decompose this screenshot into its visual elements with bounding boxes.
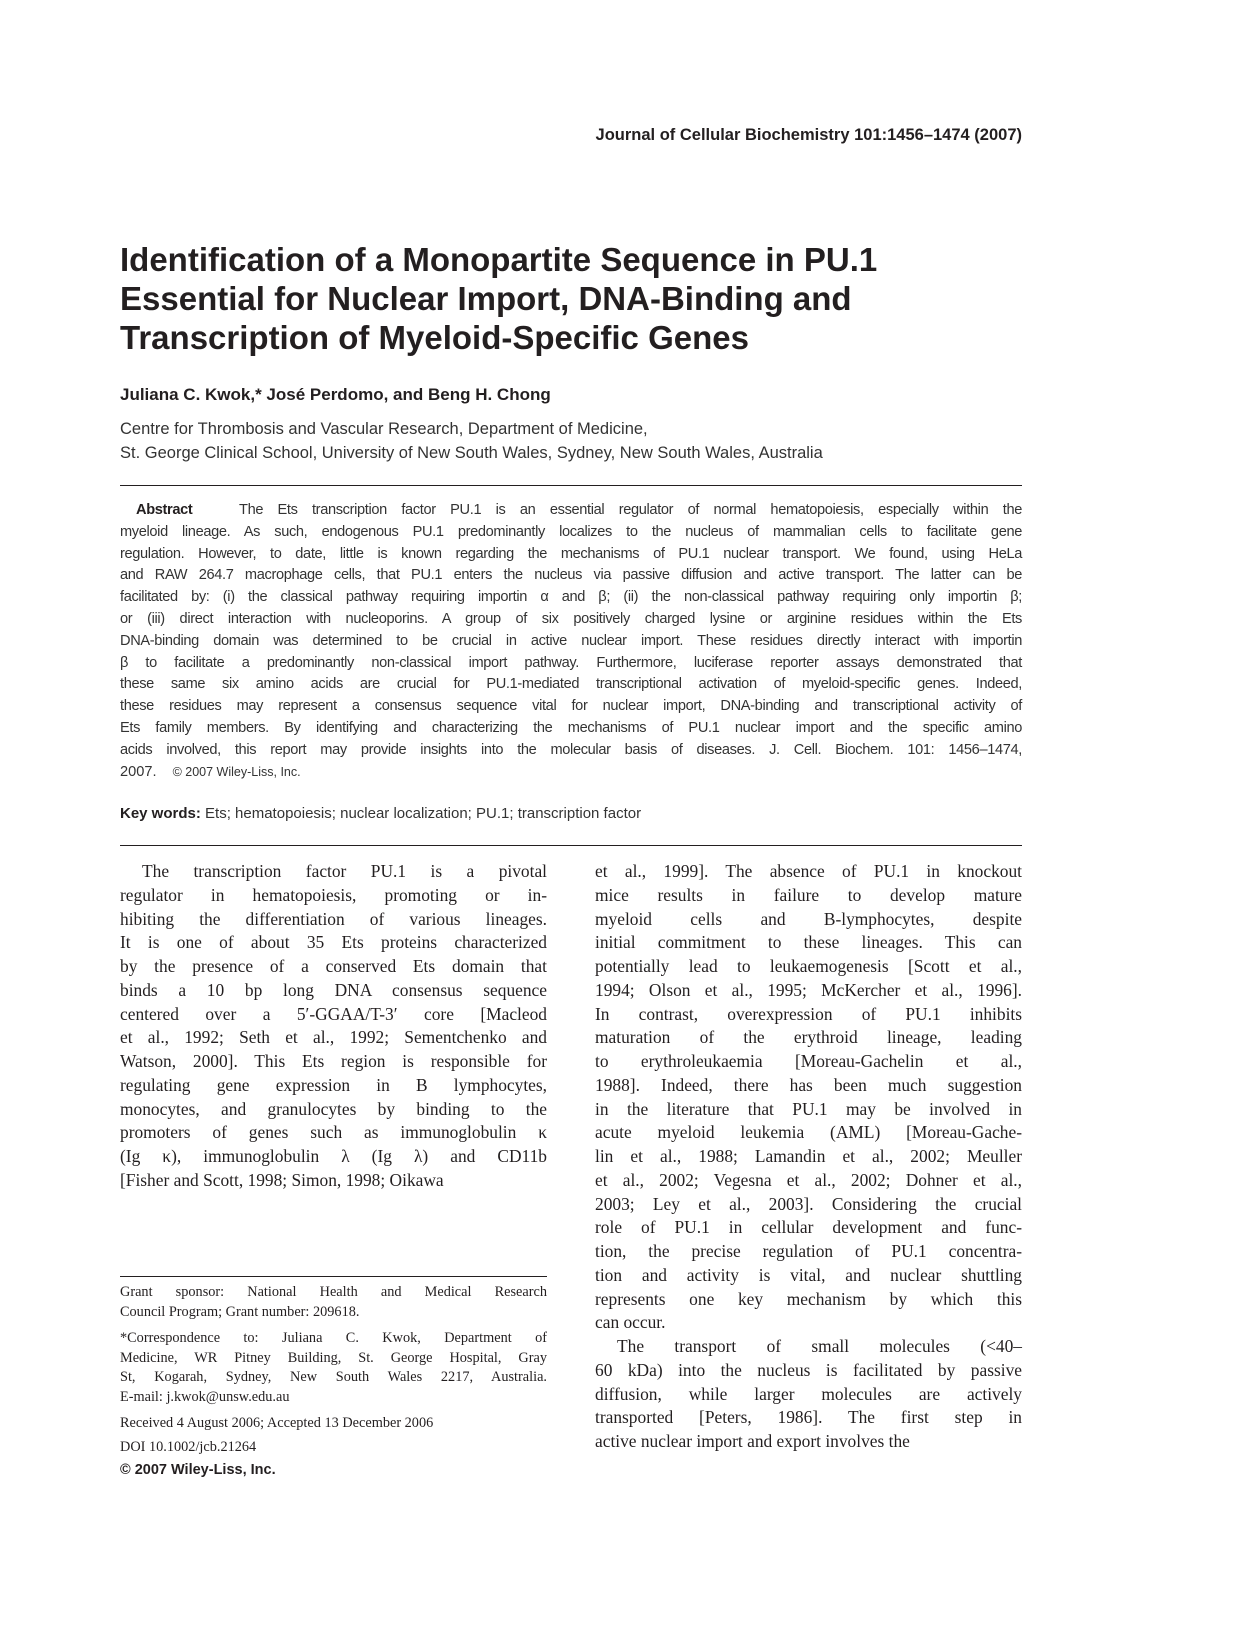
doi: DOI 10.1002/jcb.21264	[120, 1438, 257, 1455]
text-line: It is one of about 35 Ets proteins characterized	[120, 932, 547, 953]
received-dates: Received 4 August 2006; Accepted 13 December 2006	[120, 1415, 434, 1431]
text-line: or (iii) direct interaction with nucleoporins. A group of six positively charged lysine or arginine residues within the Ets	[120, 610, 1022, 627]
text-line: transported [Peters, 1986]. The first step in	[595, 1407, 1022, 1428]
title-line: Essential for Nuclear Import, DNA-Binding and	[120, 280, 852, 317]
text-line: in the literature that PU.1 may be involved in	[595, 1098, 1022, 1119]
text-line: (Ig κ), immunoglobulin λ (Ig λ) and CD11b	[120, 1146, 547, 1166]
footnote-divider	[120, 1276, 547, 1277]
text-line: myeloid cells and B-lymphocytes, despite	[595, 908, 1022, 929]
article-title	[120, 240, 1020, 357]
text-line: and RAW 264.7 macrophage cells, that PU.1 enters the nucleus via passive diffusion and active transport. The latter can be	[120, 567, 1022, 584]
text-line: acute myeloid leukemia (AML) [Moreau-Gache-	[595, 1122, 1022, 1143]
body-right-column	[595, 860, 1022, 1454]
divider	[120, 845, 1022, 846]
text-line: regulator in hematopoiesis, promoting or in-	[120, 884, 547, 905]
text-line: tion and activity is vital, and nuclear shuttling	[595, 1264, 1022, 1285]
text-line: *Correspondence to: Juliana C. Kwok, Department of	[120, 1330, 547, 1346]
text-line: Grant sponsor: National Health and Medical Research	[120, 1284, 547, 1300]
title-line: Transcription of Myeloid-Specific Genes	[120, 319, 749, 356]
text-line: initial commitment to these lineages. This can	[595, 932, 1022, 953]
text-line: mice results in failure to develop mature	[595, 884, 1022, 905]
text-line: potentially lead to leukaemogenesis [Scott et al.,	[595, 956, 1022, 976]
keywords-text: Ets; hematopoiesis; nuclear localization; PU.1; transcription factor	[205, 805, 642, 822]
text-line: St, Kogarah, Sydney, New South Wales 2217, Australia.	[120, 1369, 547, 1385]
text-line: these same six amino acids are crucial for PU.1-mediated transcriptional activation of myeloid-specific genes. Indeed,	[120, 676, 1022, 693]
affiliation-line: Centre for Thrombosis and Vascular Research, Department of Medicine,	[120, 420, 648, 438]
text-line: maturation of the erythroid lineage, leading	[595, 1027, 1022, 1048]
abstract-year: 2007.	[120, 763, 157, 780]
text-line: centered over a 5′-GGAA/T-3′ core [Macleod	[120, 1003, 547, 1024]
text-line: monocytes, and granulocytes by binding to the	[120, 1098, 547, 1119]
journal-citation: Journal of Cellular Biochemistry 101:1456–1474 (2007)	[595, 126, 1022, 144]
text-line: et al., 1999]. The absence of PU.1 in knockout	[595, 861, 1022, 881]
text-line: myeloid lineage. As such, endogenous PU.1 predominantly localizes to the nucleus of mammalian cells to facilitate gene	[120, 523, 1022, 540]
text-line: 1988]. Indeed, there has been much suggestion	[595, 1074, 1022, 1095]
affiliation	[120, 417, 823, 465]
abstract-line: The Ets transcription factor PU.1 is an essential regulator of normal hematopoiesis, especially within the	[239, 502, 1022, 518]
copyright: © 2007 Wiley-Liss, Inc.	[120, 1462, 276, 1478]
text-line: facilitated by: (i) the classical pathway requiring importin α and β; (ii) the non-classical pathway requiring only importin β;	[120, 589, 1022, 606]
text-line: et al., 1992; Seth et al., 1992; Sementchenko and	[120, 1027, 547, 1048]
text-line: 2003; Ley et al., 2003]. Considering the crucial	[595, 1193, 1022, 1214]
text-line: acids involved, this report may provide insights into the molecular basis of diseases. J. Cell. Biochem. 101: 1456–1474,	[120, 741, 1022, 758]
footnotes	[120, 1283, 547, 1457]
text-line: hibiting the differentiation of various lineages.	[120, 908, 547, 929]
text-line: Watson, 2000]. This Ets region is responsible for	[120, 1051, 547, 1071]
text-line: DNA-binding domain was determined to be crucial in active nuclear import. These residues directly interact with importin	[120, 632, 1022, 649]
text-line: binds a 10 bp long DNA consensus sequence	[120, 979, 547, 1000]
text-line: diffusion, while larger molecules are actively	[595, 1383, 1022, 1404]
text-line: regulation. However, to date, little is known regarding the mechanisms of PU.1 nuclear transport. We found, using HeLa	[120, 545, 1022, 562]
text-line: 60 kDa) into the nucleus is facilitated by passive	[595, 1359, 1022, 1380]
abstract-first-line	[120, 500, 1022, 522]
text-line: Council Program; Grant number: 209618.	[120, 1303, 360, 1320]
text-line: Medicine, WR Pitney Building, St. George Hospital, Gray	[120, 1349, 547, 1366]
abstract-end	[120, 762, 1022, 784]
title-line: Identification of a Monopartite Sequence in PU.1	[120, 241, 878, 278]
text-line: regulating gene expression in B lymphocytes,	[120, 1074, 547, 1095]
text-line: to erythroleukaemia [Moreau-Gachelin et al.,	[595, 1051, 1022, 1071]
authors: Juliana C. Kwok,* José Perdomo, and Beng H. Chong	[120, 385, 551, 404]
keywords	[120, 805, 641, 822]
text-line: In contrast, overexpression of PU.1 inhibits	[595, 1003, 1022, 1024]
body-left-column	[120, 860, 547, 1193]
text-line: The transport of small molecules (<40–	[617, 1336, 1022, 1356]
text-line: promoters of genes such as immunoglobulin κ	[120, 1122, 547, 1143]
abstract-copyright: © 2007 Wiley-Liss, Inc.	[172, 764, 301, 779]
text-line: by the presence of a conserved Ets domain that	[120, 956, 547, 976]
text-line: β to facilitate a predominantly non-classical import pathway. Furthermore, luciferase reporter assays demonstrated that	[120, 654, 1022, 671]
text-line: these residues may represent a consensus sequence vital for nuclear import, DNA-binding and transcriptional activity of	[120, 698, 1022, 715]
text-line: Ets family members. By identifying and characterizing the mechanisms of PU.1 nuclear import and the specific amino	[120, 719, 1022, 736]
abstract-label: Abstract	[136, 502, 193, 518]
keywords-label: Key words:	[120, 805, 201, 822]
text-line: active nuclear import and export involves the	[595, 1431, 910, 1451]
text-line: E-mail: j.kwok@unsw.edu.au	[120, 1388, 290, 1405]
text-line: tion, the precise regulation of PU.1 concentra-	[595, 1241, 1022, 1261]
text-line: lin et al., 1988; Lamandin et al., 2002; Meuller	[595, 1146, 1022, 1166]
text-line: can occur.	[595, 1312, 666, 1333]
text-line: The transcription factor PU.1 is a pivotal	[142, 861, 547, 881]
text-line: represents one key mechanism by which this	[595, 1288, 1022, 1309]
abstract	[120, 500, 1022, 783]
text-line: et al., 2002; Vegesna et al., 2002; Dohner et al.,	[595, 1169, 1022, 1190]
affiliation-line: St. George Clinical School, University of New South Wales, Sydney, New South Wales, Australia	[120, 444, 823, 462]
divider	[120, 485, 1022, 486]
text-line: [Fisher and Scott, 1998; Simon, 1998; Oikawa	[120, 1169, 444, 1190]
text-line: role of PU.1 in cellular development and func-	[595, 1217, 1022, 1238]
text-line: 1994; Olson et al., 1995; McKercher et al., 1996].	[595, 979, 1022, 1000]
